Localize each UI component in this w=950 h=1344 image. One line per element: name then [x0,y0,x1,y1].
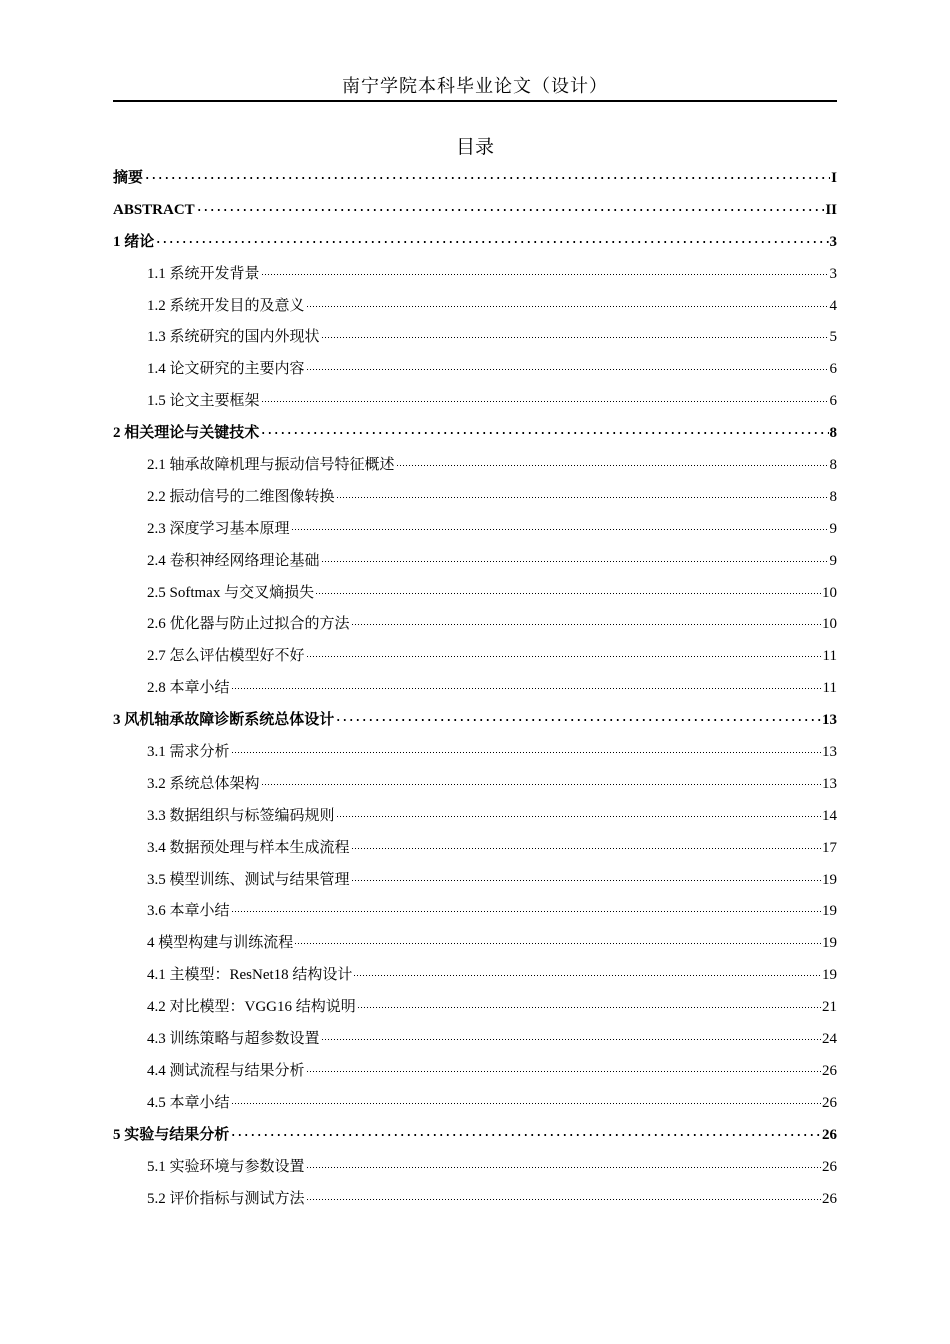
toc-list [113,163,837,1215]
toc-dot-leader [335,719,821,721]
toc-dot-leader [315,593,821,594]
toc-entry-page-number: 19 [822,935,837,952]
toc-entry[interactable] [113,1024,837,1056]
toc-entry[interactable] [113,227,837,259]
toc-entry-label: 2 相关理论与关键技术 [113,425,260,442]
toc-dot-leader [261,401,829,402]
toc-dot-leader [231,688,822,689]
toc-entry-page-number: 9 [829,552,837,569]
toc-entry[interactable] [113,1184,837,1216]
toc-entry-label: 摘要 [113,170,144,186]
toc-entry-page-number: 9 [829,520,837,537]
toc-entry[interactable] [113,1152,837,1184]
toc-entry-label: 4.1 主模型：ResNet18 结构设计 [147,967,353,984]
toc-entry[interactable] [113,482,837,514]
toc-entry-page-number: 10 [822,616,837,633]
toc-entry[interactable] [113,801,837,833]
toc-entry-page-number: 21 [822,999,837,1016]
toc-entry[interactable] [113,546,837,578]
toc-dot-leader [353,975,821,976]
toc-dot-leader [231,1103,821,1104]
toc-dot-leader [144,177,830,179]
toc-entry-page-number: 26 [822,1190,837,1207]
toc-dot-leader [306,1167,821,1168]
toc-dot-leader [351,848,821,849]
toc-entry-label: 3.3 数据组织与标签编码规则 [147,807,335,824]
toc-entry-label: 2.7 怎么评估模型好不好 [147,648,305,665]
toc-entry-label: 1.2 系统开发目的及意义 [147,297,305,314]
toc-entry-page-number: 11 [822,680,837,697]
toc-entry[interactable] [113,195,837,227]
toc-dot-leader [351,624,821,625]
toc-dot-leader [306,1199,821,1200]
toc-entry-label: 5 实验与结果分析 [113,1126,230,1143]
toc-dot-leader [294,943,821,944]
toc-entry[interactable] [113,514,837,546]
toc-entry-label: 2.8 本章小结 [147,680,230,697]
toc-dot-leader [336,497,829,498]
toc-entry[interactable] [113,418,837,450]
toc-dot-leader [291,529,829,530]
toc-entry-page-number: 6 [829,361,837,378]
toc-dot-leader [336,816,821,817]
toc-entry[interactable] [113,1056,837,1088]
toc-entry-page-number: 8 [829,457,837,474]
toc-entry-page-number: 14 [822,807,837,824]
toc-dot-leader [306,656,822,657]
toc-entry[interactable] [113,769,837,801]
toc-entry-label: 5.1 实验环境与参数设置 [147,1158,305,1175]
toc-entry-page-number: 24 [822,1031,837,1048]
toc-dot-leader [261,784,821,785]
toc-entry-page-number: 26 [822,1158,837,1175]
toc-entry[interactable] [113,928,837,960]
toc-entry-label: 1.1 系统开发背景 [147,265,260,282]
toc-entry-label: 3.5 模型训练、测试与结果管理 [147,871,350,888]
toc-entry-label: ABSTRACT [113,201,195,218]
toc-entry-label: 2.1 轴承故障机理与振动信号特征概述 [147,457,395,474]
toc-dot-leader [321,561,829,562]
toc-entry[interactable] [113,705,837,737]
toc-entry-page-number: 26 [822,1094,837,1111]
page-header-title: 南宁学院本科毕业论文（设计） [342,76,608,96]
toc-entry-page-number: 13 [822,775,837,792]
toc-dot-leader [306,1071,821,1072]
toc-entry[interactable] [113,833,837,865]
toc-entry-label: 1.3 系统研究的国内外现状 [147,329,320,346]
toc-dot-leader [396,465,829,466]
toc-entry-label: 2.2 振动信号的二维图像转换 [147,488,335,505]
toc-entry-label: 2.5 Softmax 与交叉熵损失 [147,584,315,601]
toc-entry-label: 1 绪论 [113,233,155,250]
toc-entry-page-number: 26 [822,1126,837,1143]
toc-entry[interactable] [113,960,837,992]
toc-entry-page-number: I [831,170,837,186]
toc-dot-leader [230,1134,821,1136]
toc-entry-page-number: 5 [829,329,837,346]
toc-entry-label: 1.4 论文研究的主要内容 [147,361,305,378]
toc-entry[interactable] [113,578,837,610]
toc-entry-label: 5.2 评价指标与测试方法 [147,1190,305,1207]
toc-entry-label: 3.1 需求分析 [147,744,230,761]
toc-entry[interactable] [113,609,837,641]
toc-entry-page-number: 13 [822,712,837,729]
toc-entry-label: 3.4 数据预处理与样本生成流程 [147,839,350,856]
toc-entry-page-number: 8 [829,488,837,505]
toc-entry-label: 1.5 论文主要框架 [147,393,260,410]
toc-entry-page-number: 3 [829,233,837,250]
toc-entry-page-number: 17 [822,839,837,856]
toc-entry-page-number: 13 [822,744,837,761]
toc-entry-label: 3.2 系统总体架构 [147,775,260,792]
toc-dot-leader [155,241,828,243]
toc-entry[interactable] [113,163,837,195]
toc-entry-label: 2.6 优化器与防止过拟合的方法 [147,616,350,633]
toc-entry[interactable] [113,291,837,323]
toc-dot-leader [260,432,828,434]
toc-entry[interactable] [113,1088,837,1120]
toc-entry-page-number: 19 [822,903,837,920]
toc-entry-page-number: 8 [829,425,837,442]
toc-entry-label: 4.3 训练策略与超参数设置 [147,1031,320,1048]
toc-entry-page-number: 19 [822,967,837,984]
toc-dot-leader [261,274,829,275]
toc-dot-leader [306,306,829,307]
toc-dot-leader [321,1039,821,1040]
toc-entry-page-number: 19 [822,871,837,888]
toc-entry[interactable] [113,1120,837,1152]
toc-entry-label: 4.5 本章小结 [147,1094,230,1111]
toc-entry-page-number: 10 [822,584,837,601]
header-rule [113,100,837,102]
toc-entry[interactable] [113,450,837,482]
toc-entry-label: 3 风机轴承故障诊断系统总体设计 [113,712,335,729]
toc-entry-label: 4 模型构建与训练流程 [147,935,294,952]
toc-dot-leader [357,1007,821,1008]
toc-entry-label: 4.4 测试流程与结果分析 [147,1062,305,1079]
toc-dot-leader [306,369,829,370]
toc-entry-page-number: 26 [822,1062,837,1079]
toc-entry[interactable] [113,737,837,769]
toc-dot-leader [231,911,821,912]
toc-entry[interactable] [113,259,837,291]
toc-entry-page-number: 4 [829,297,837,314]
toc-entry[interactable] [113,992,837,1024]
toc-entry[interactable] [113,896,837,928]
toc-entry[interactable] [113,386,837,418]
toc-dot-leader [321,337,829,338]
toc-entry-page-number: 11 [822,648,837,665]
toc-entry[interactable] [113,865,837,897]
toc-entry-label: 2.3 深度学习基本原理 [147,520,290,537]
toc-entry[interactable] [113,641,837,673]
toc-entry[interactable] [113,354,837,386]
toc-entry-page-number: 3 [829,265,837,282]
toc-entry-page-number: 6 [829,393,837,410]
toc-entry[interactable] [113,673,837,705]
toc-entry[interactable] [113,322,837,354]
toc-title: 目录 [455,137,494,158]
toc-entry-label: 3.6 本章小结 [147,903,230,920]
toc-entry-label: 4.2 对比模型：VGG16 结构说明 [147,999,356,1016]
toc-dot-leader [231,752,821,753]
toc-dot-leader [196,209,825,211]
toc-dot-leader [351,880,821,881]
toc-entry-label: 2.4 卷积神经网络理论基础 [147,552,320,569]
toc-entry-page-number: II [825,201,837,218]
